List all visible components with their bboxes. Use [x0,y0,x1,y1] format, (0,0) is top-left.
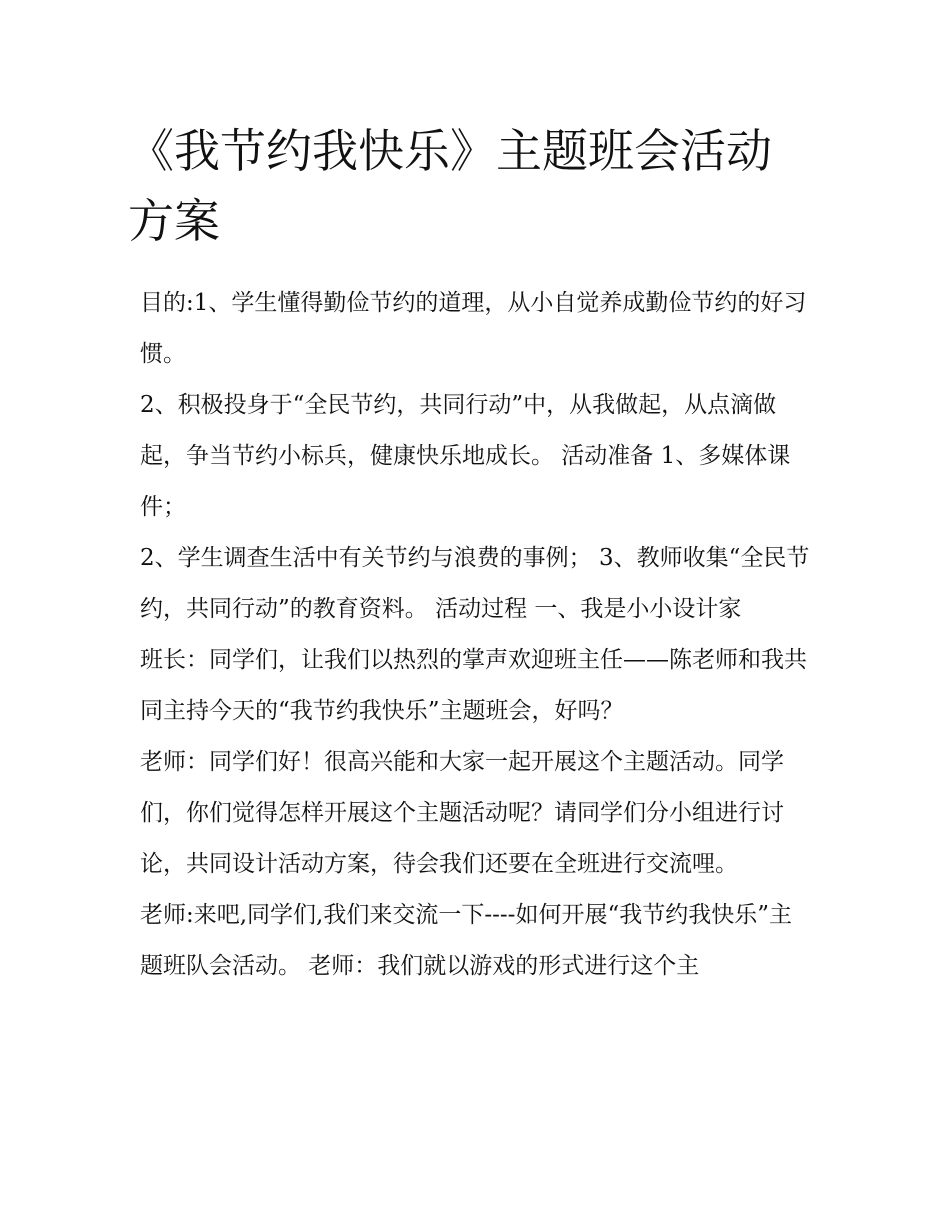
paragraph-preparation: 2、积极投身于“全民节约，共同行动”中，从我做起，从点滴做起，争当节约小标兵，健康快乐地成长。 活动准备 1、多媒体课件； [140,392,791,520]
paragraph-process: 2、学生调查生活中有关节约与浪费的事例； 3、教师收集“全民节约，共同行动”的教育资料。 活动过程 一、我是小小设计家 [140,545,810,622]
paragraph-monitor: 班长：同学们，让我们以热烈的掌声欢迎班主任——陈老师和我共同主持今天的“我节约我快乐”主题班会，好吗？ [140,647,807,724]
document-title: 《我节约我快乐》主题班会活动方案 [128,124,772,248]
paragraph-teacher-greeting: 老师：同学们好！很高兴能和大家一起开展这个主题活动。同学们，你们觉得怎样开展这个主题活动呢？请同学们分小组进行讨论，共同设计活动方案，待会我们还要在全班进行交流哩。 [140,749,784,877]
paragraph-purpose: 目的:1、学生懂得勤俭节约的道理，从小自觉养成勤俭节约的好习惯。 [140,290,807,367]
paragraph-teacher-exchange: 老师:来吧,同学们,我们来交流一下----如何开展“我节约我快乐”主题班队会活动。 老师：我们就以游戏的形式进行这个主 [140,902,792,979]
document-body [140,278,812,992]
document-content [128,116,812,992]
